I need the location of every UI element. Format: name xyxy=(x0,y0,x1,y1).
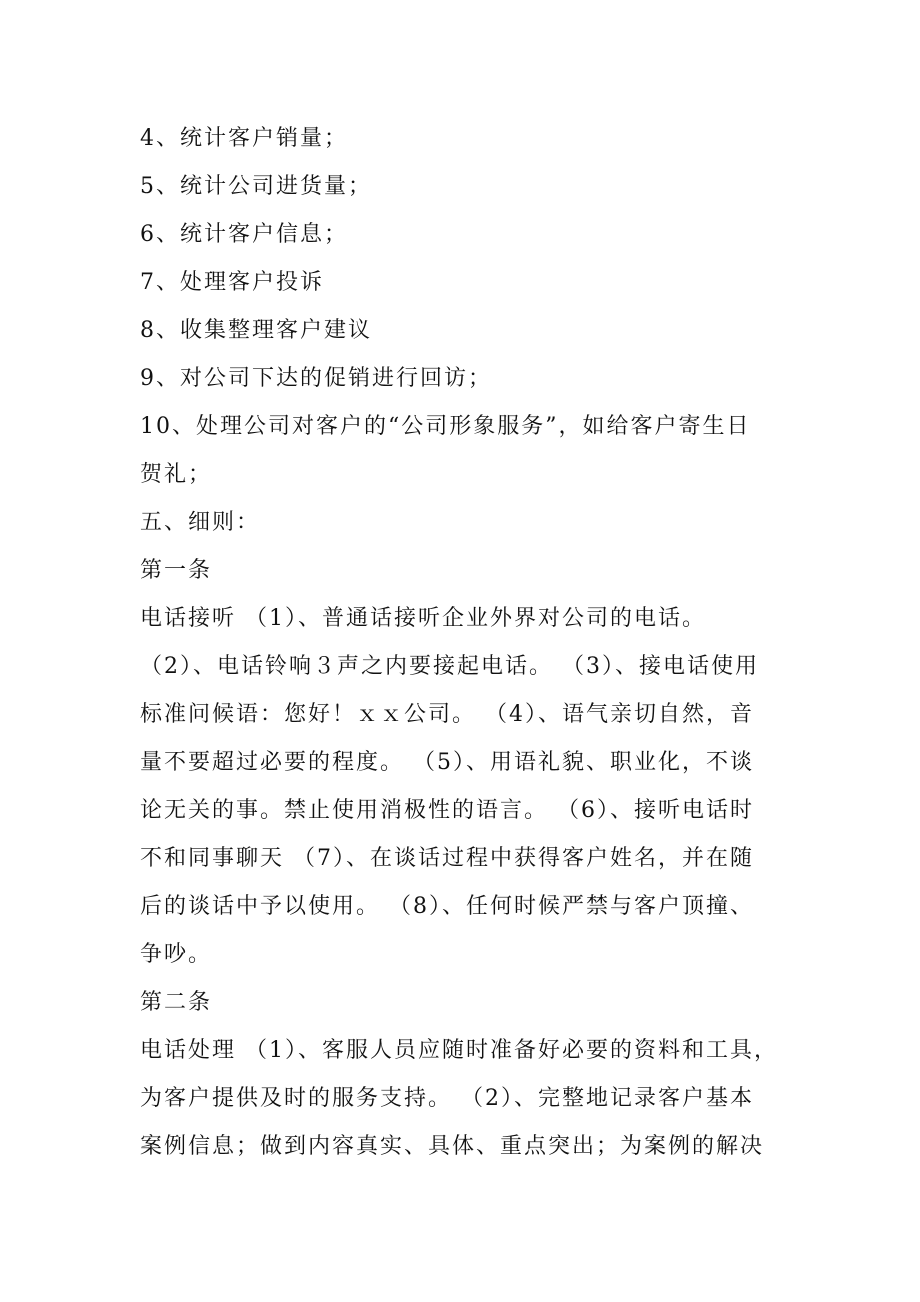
paragraph-line: （2）、电话铃响３声之内要接起电话。 （3）、接电话使用 xyxy=(140,654,759,679)
paragraph-line: 为客户提供及时的服务支持。 （2）、完整地记录客户基本 xyxy=(140,1086,754,1111)
list-item-4: 4、统计客户销量； xyxy=(140,126,348,151)
list-item-6: 6、统计客户信息； xyxy=(140,222,348,247)
paragraph-line: 争吵。 xyxy=(140,942,213,967)
paragraph-line: 后的谈话中予以使用。 （8）、任何时候严禁与客户顶撞、 xyxy=(140,894,754,919)
list-item-10-continued: 贺礼； xyxy=(140,462,213,487)
paragraph-line: 电话处理 （1）、客服人员应随时准备好必要的资料和工具， xyxy=(140,1038,778,1063)
paragraph-line: 不和同事聊天 （7）、在谈话过程中获得客户姓名，并在随 xyxy=(140,846,754,871)
list-item-7: 7、处理客户投诉 xyxy=(140,270,324,295)
list-item-8: 8、收集整理客户建议 xyxy=(140,318,372,343)
paragraph-line: 标准问候语：您好！ｘｘ公司。 （4）、语气亲切自然，音 xyxy=(140,702,754,727)
section-heading: 五、细则： xyxy=(140,510,261,535)
paragraph-line: 案例信息；做到内容真实、具体、重点突出；为案例的解决 xyxy=(140,1134,765,1159)
paragraph-line: 量不要超过必要的程度。 （5）、用语礼貌、职业化，不谈 xyxy=(140,750,754,775)
paragraph-line: 电话接听 （1）、普通话接听企业外界对公司的电话。 xyxy=(140,606,706,631)
list-item-5: 5、统计公司进货量； xyxy=(140,174,372,199)
document-body xyxy=(140,115,790,1171)
article-heading-2: 第二条 xyxy=(140,990,213,1015)
article-heading-1: 第一条 xyxy=(140,558,213,583)
paragraph-line: 论无关的事。禁止使用消极性的语言。 （6）、接听电话时 xyxy=(140,798,754,823)
list-item-9: 9、对公司下达的促销进行回访； xyxy=(140,366,492,391)
list-item-10: 10、处理公司对客户的“公司形象服务”，如给客户寄生日 xyxy=(140,414,751,439)
